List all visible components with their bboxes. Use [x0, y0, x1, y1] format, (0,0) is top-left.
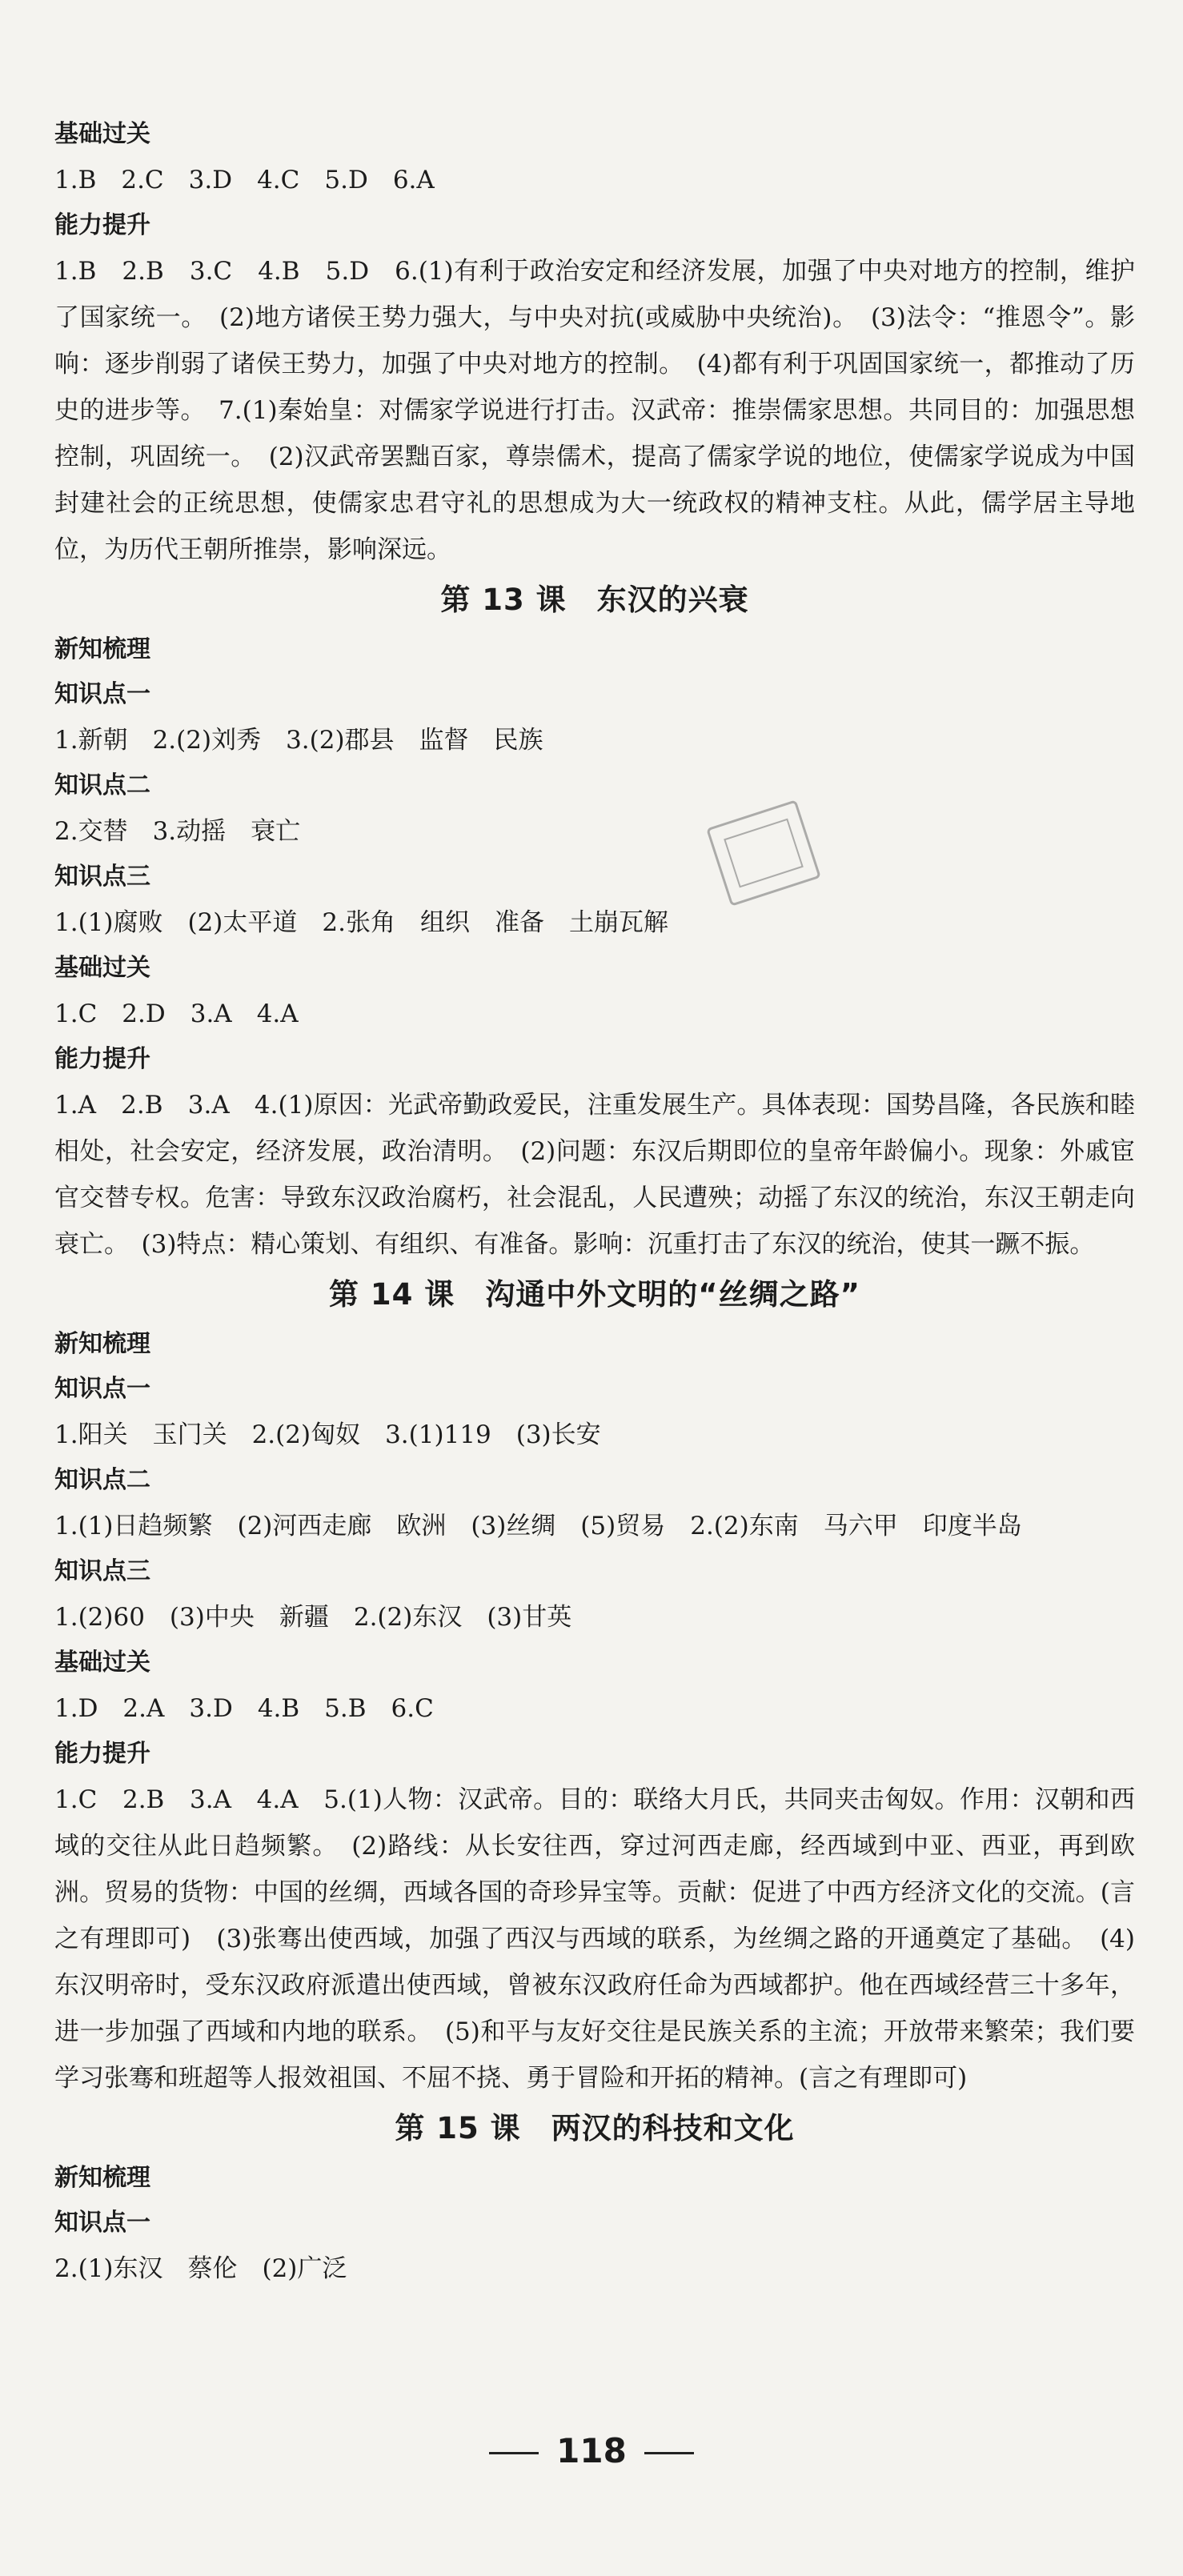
section-label: 新知梳理: [54, 2164, 150, 2192]
left-dash: [489, 2452, 539, 2454]
answer-line: 1.C 2.D 3.A 4.A: [54, 1000, 299, 1028]
page-number: [0, 2431, 1183, 2470]
lesson-title: 第 13 课 东汉的兴衰: [440, 583, 749, 617]
answer-paragraph: 1.(1)日趋频繁 (2)河西走廊 欧洲 (3)丝绸 (5)贸易 2.(2)东南 马六甲 印度半岛: [54, 1512, 1022, 1540]
section-label: 知识点二: [54, 1466, 150, 1494]
section-label: 新知梳理: [54, 635, 150, 663]
answer-paragraph: 1.C 2.B 3.A 4.A 5.(1)人物：汉武帝。目的：联络大月氏，共同夹击匈奴。作用：汉朝和西域的交往从此日趋频繁。 (2)路线：从长安往西，穿过河西走廊，经西域到中亚、西亚，再到欧洲。贸易的货物：中国的丝绸，西域各国的奇珍异宝等。贡献：促进了中西方经济文化的交流。(言之有理即可) (3)张骞出使西域，加强了西汉与西域的联系，为丝绸之路的开通奠定了基础。 (4)东汉明帝时，受东汉政府派遣出使西域，曾被东汉政府任命为西域都护。他在西域经营三十多年，进一步加强了西域和内地的联系。 (5)和平与友好交往是民族关系的主流；开放带来繁荣；我们要学习张骞和班超等人报效祖国、不屈不挠、勇于冒险和开拓的精神。(言之有理即可): [54, 1785, 1135, 2093]
answer-paragraph: 1.A 2.B 3.A 4.(1)原因：光武帝勤政爱民，注重发展生产。具体表现：国势昌隆，各民族和睦相处，社会安定，经济发展，政治清明。 (2)问题：东汉后期即位的皇帝年龄偏小。现象：外戚宦官交替专权。危害：导致东汉政治腐朽，社会混乱，人民遭殃；动摇了东汉的统治，东汉王朝走向衰亡。 (3)特点：精心策划、有组织、有准备。影响：沉重打击了东汉的统治，使其一蹶不振。: [54, 1091, 1135, 1259]
section-label: 新知梳理: [54, 1330, 150, 1358]
answer-line: 1.B 2.C 3.D 4.C 5.D 6.A: [54, 166, 435, 194]
section-label: 基础过关: [54, 120, 150, 148]
section-label: 知识点三: [54, 863, 150, 891]
section-label: 知识点一: [54, 2209, 150, 2237]
section-label: 知识点二: [54, 771, 150, 799]
answer-line: 2.(1)东汉 蔡伦 (2)广泛: [54, 2254, 347, 2283]
section-label: 知识点一: [54, 680, 150, 708]
section-label: 基础过关: [54, 1649, 150, 1677]
section-label: 能力提升: [54, 1740, 150, 1768]
section-label: 能力提升: [54, 1045, 150, 1073]
answer-line: 1.阳关 玉门关 2.(2)匈奴 3.(1)119 (3)长安: [54, 1420, 601, 1449]
section-label: 知识点一: [54, 1375, 150, 1403]
right-dash: [644, 2452, 694, 2454]
section-label: 知识点三: [54, 1557, 150, 1585]
section-label: 能力提升: [54, 211, 150, 239]
lesson-title: 第 15 课 两汉的科技和文化: [395, 2111, 795, 2145]
answer-line: 1.(2)60 (3)中央 新疆 2.(2)东汉 (3)甘英: [54, 1603, 572, 1632]
answer-line: 1.D 2.A 3.D 4.B 5.B 6.C: [54, 1694, 434, 1723]
answer-line: 2.交替 3.动摇 衰亡: [54, 817, 301, 846]
answer-page: [54, 112, 1135, 2292]
answer-line: 1.新朝 2.(2)刘秀 3.(2)郡县 监督 民族: [54, 726, 543, 755]
section-label: 基础过关: [54, 954, 150, 982]
page-number-text: 118: [556, 2431, 627, 2470]
lesson-title: 第 14 课 沟通中外文明的“丝绸之路”: [329, 1277, 860, 1312]
answer-line: 1.(1)腐败 (2)太平道 2.张角 组织 准备 土崩瓦解: [54, 908, 668, 937]
answer-paragraph: 1.B 2.B 3.C 4.B 5.D 6.(1)有利于政治安定和经济发展，加强了中央对地方的控制，维护了国家统一。 (2)地方诸侯王势力强大，与中央对抗(或威胁中央统治)。 (3)法令：“推恩令”。影响：逐步削弱了诸侯王势力，加强了中央对地方的控制。 (4)都有利于巩固国家统一，都推动了历史的进步等。 7.(1)秦始皇：对儒家学说进行打击。汉武帝：推崇儒家思想。共同目的：加强思想控制，巩固统一。 (2)汉武帝罢黜百家，尊崇儒术，提高了儒家学说的地位，使儒家学说成为中国封建社会的正统思想，使儒家忠君守礼的思想成为大一统政权的精神支柱。从此，儒学居主导地位，为历代王朝所推崇，影响深远。: [54, 257, 1135, 564]
